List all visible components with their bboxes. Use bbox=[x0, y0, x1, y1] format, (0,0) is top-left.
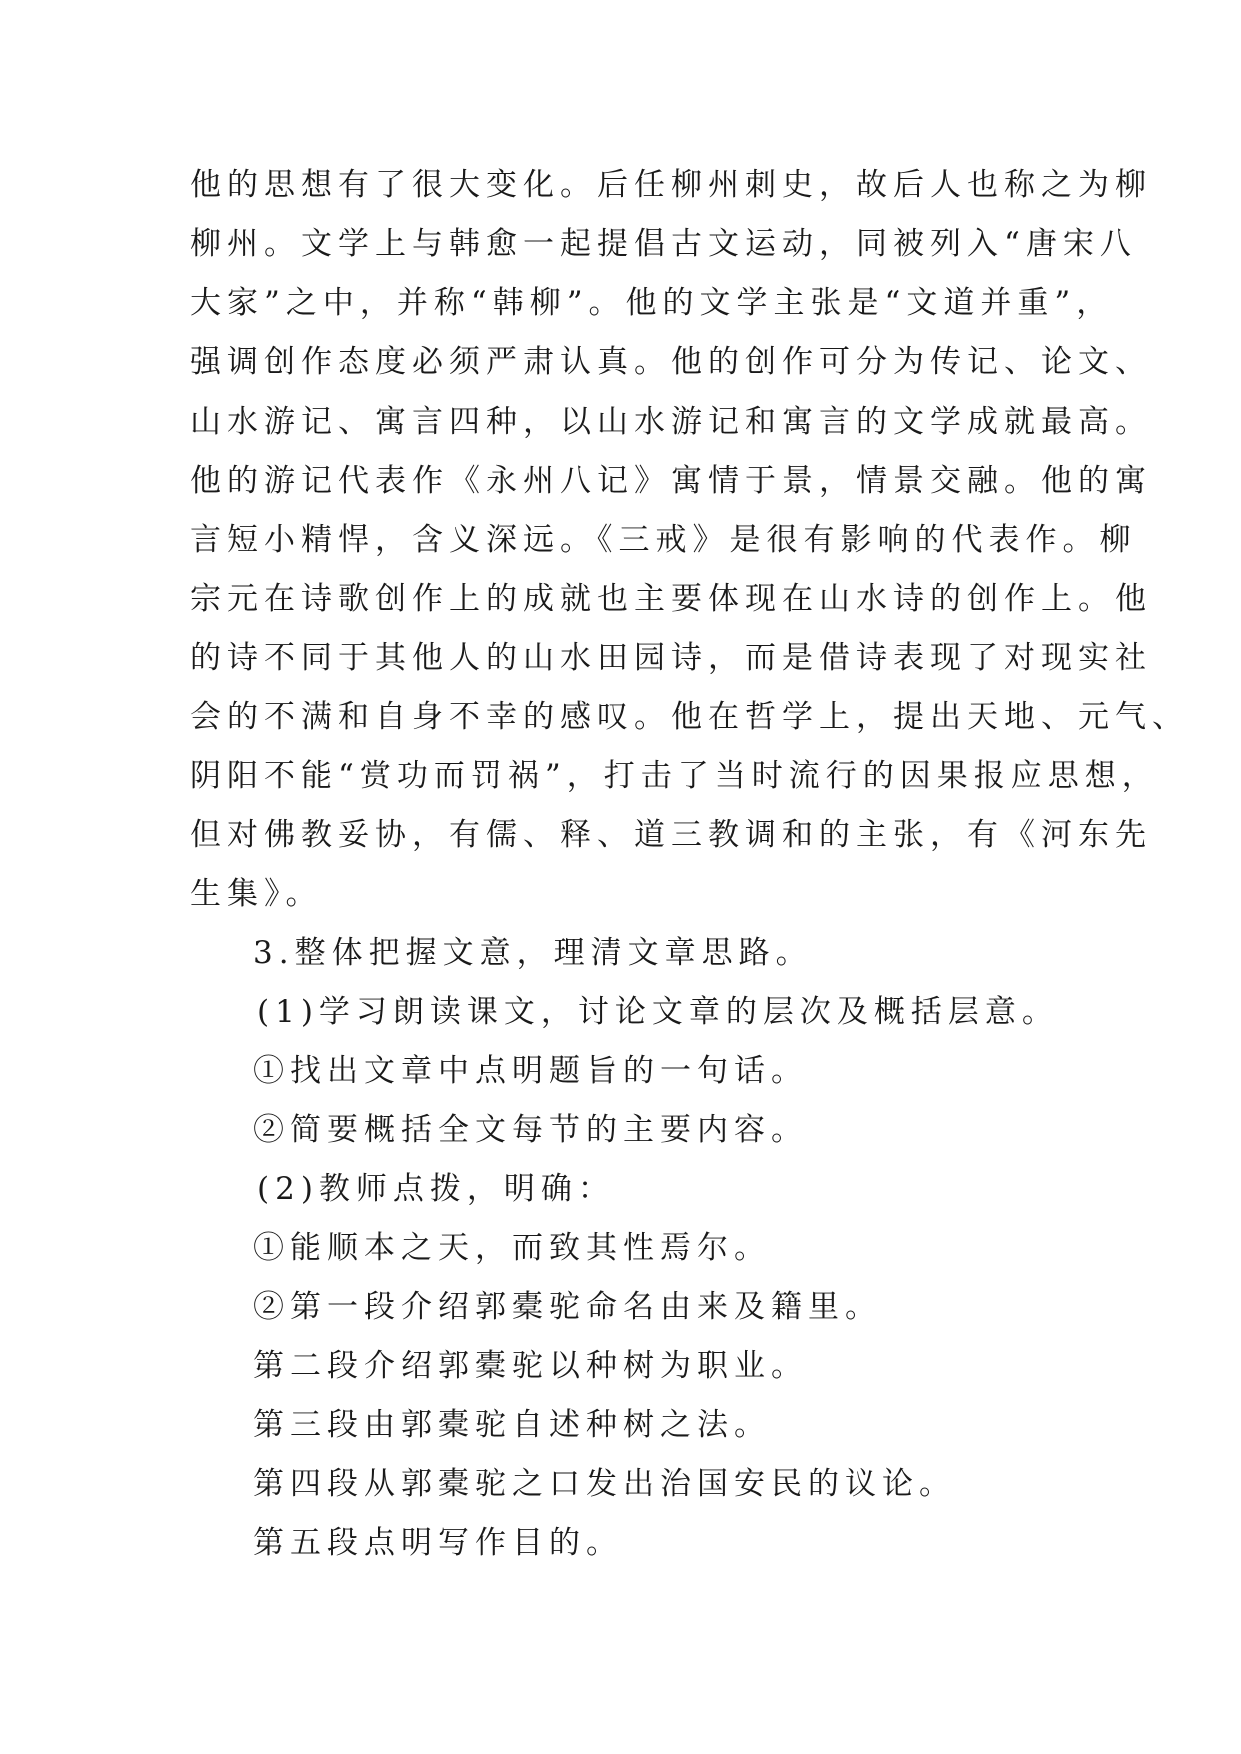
answer-4: 第三段由郭橐驼自述种树之法。 bbox=[253, 1407, 771, 1443]
paragraph-line: 大家”之中，并称“韩柳”。他的文学主张是“文道并重”， bbox=[190, 285, 1114, 321]
step-1: (1)学习朗读课文，讨论文章的层次及概括层意。 bbox=[257, 994, 1059, 1030]
paragraph-line: 他的游记代表作《永州八记》寓情于景，情景交融。他的寓 bbox=[190, 463, 1152, 499]
paragraph-line: 会的不满和自身不幸的感叹。他在哲学上，提出天地、元气、 bbox=[190, 699, 1189, 735]
answer-3: 第二段介绍郭橐驼以种树为职业。 bbox=[253, 1348, 808, 1384]
step-1-question-1: ①找出文章中点明题旨的一句话。 bbox=[253, 1053, 808, 1089]
paragraph-line: 阴阳不能“赏功而罚祸”，打击了当时流行的因果报应思想， bbox=[190, 758, 1159, 794]
paragraph-line: 的诗不同于其他人的山水田园诗，而是借诗表现了对现实社 bbox=[190, 640, 1152, 676]
paragraph-line: 言短小精悍，含义深远。《三戒》是很有影响的代表作。柳 bbox=[190, 522, 1137, 558]
paragraph-line: 宗元在诗歌创作上的成就也主要体现在山水诗的创作上。他 bbox=[190, 581, 1152, 617]
answer-2: ②第一段介绍郭橐驼命名由来及籍里。 bbox=[253, 1289, 882, 1325]
paragraph-line: 强调创作态度必须严肃认真。他的创作可分为传记、论文、 bbox=[190, 344, 1152, 380]
paragraph-line: 但对佛教妥协，有儒、释、道三教调和的主张，有《河东先 bbox=[190, 817, 1152, 853]
answer-6: 第五段点明写作目的。 bbox=[253, 1525, 623, 1561]
answer-1: ①能顺本之天，而致其性焉尔。 bbox=[253, 1230, 771, 1266]
step-2: (2)教师点拨，明确： bbox=[257, 1171, 615, 1207]
paragraph-line: 生集》。 bbox=[190, 876, 323, 912]
step-1-question-2: ②简要概括全文每节的主要内容。 bbox=[253, 1112, 808, 1148]
paragraph-line: 山水游记、寓言四种，以山水游记和寓言的文学成就最高。 bbox=[190, 404, 1152, 440]
section-heading: 3.整体把握文意，理清文章思路。 bbox=[253, 935, 813, 971]
paragraph-line: 柳州。文学上与韩愈一起提倡古文运动，同被列入“唐宋八 bbox=[190, 226, 1137, 262]
answer-5: 第四段从郭橐驼之口发出治国安民的议论。 bbox=[253, 1466, 956, 1502]
paragraph-line: 他的思想有了很大变化。后任柳州刺史，故后人也称之为柳 bbox=[190, 167, 1152, 203]
